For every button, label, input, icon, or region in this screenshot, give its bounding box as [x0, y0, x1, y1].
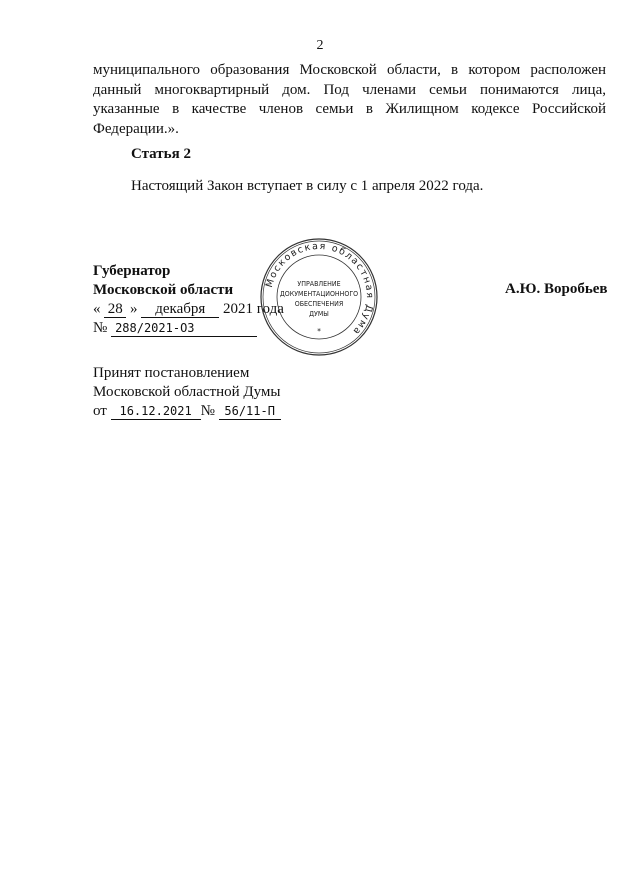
date-day: 28 — [104, 302, 126, 318]
seal-center-line3: ОБЕСПЕЧЕНИЯ — [294, 300, 344, 308]
adoption-number-prefix: № — [200, 403, 215, 419]
signature-block — [93, 262, 284, 338]
signer-position-line2: Московской области — [93, 282, 234, 298]
number-prefix: № — [93, 320, 108, 336]
seal-center-line2: ДОКУМЕНТАЦИОННОГО — [279, 290, 359, 298]
from-label: от — [93, 403, 107, 419]
date-open-quote: « — [93, 301, 101, 317]
signer-position-line1: Губернатор — [93, 263, 171, 279]
adoption-block — [93, 364, 281, 421]
seal-star: * — [317, 327, 321, 336]
body-paragraph: муниципального образования Московской области, в котором расположен данный многоквартирный дом. Под членами семьи понимаются лица, указанные в качестве членов семьи в Жилищном кодексе Российской Федерации.». — [93, 62, 606, 137]
adoption-date: 16.12.2021 — [111, 404, 201, 420]
article-title: Статья 2 — [131, 146, 191, 162]
seal-center-line4: ДУМЫ — [309, 310, 329, 318]
signer-name: А.Ю. Воробьев — [505, 281, 608, 297]
article-text: Настоящий Закон вступает в силу с 1 апреля 2022 года. — [131, 178, 484, 194]
law-number-line — [93, 319, 284, 338]
adoption-line2: Московской областной Думы — [93, 384, 281, 400]
seal-center-line1: УПРАВЛЕНИЕ — [297, 280, 341, 288]
adoption-line1: Принят постановлением — [93, 365, 250, 381]
adoption-number: 56/11-П — [219, 404, 281, 420]
signature-date — [93, 300, 284, 319]
page-number: 2 — [316, 38, 324, 53]
law-number: 288/2021-ОЗ — [111, 321, 257, 337]
seal-ring-text: Московская областная Дума — [263, 240, 376, 338]
date-month: декабря — [141, 302, 219, 318]
date-close-quote: » — [130, 301, 138, 317]
adoption-date-line — [93, 402, 281, 421]
official-seal — [258, 236, 380, 358]
date-year: 2021 года — [223, 301, 284, 317]
